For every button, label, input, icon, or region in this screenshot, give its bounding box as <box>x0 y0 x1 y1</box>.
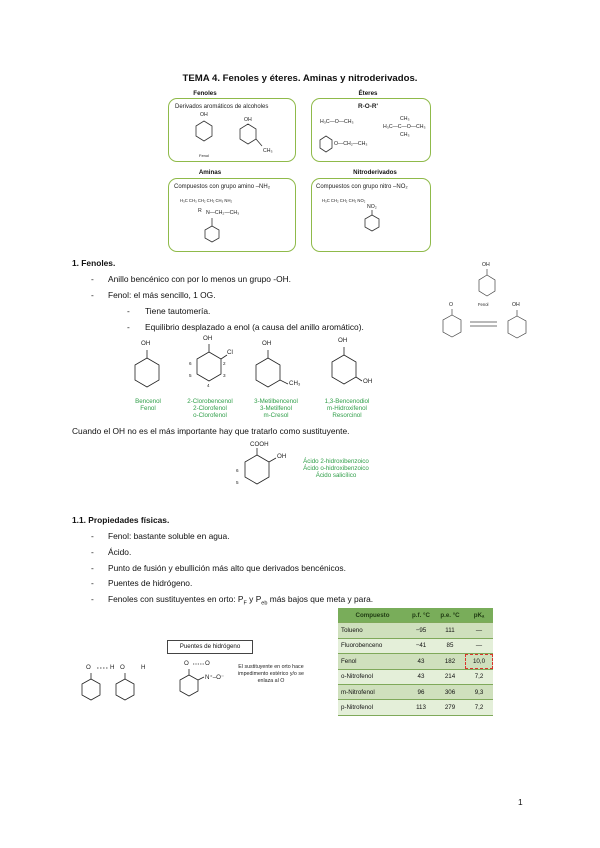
cresol-oh-label: OH <box>244 117 252 123</box>
salicylic-name-1: Ácido 2-hidroxibenzoico <box>303 458 369 465</box>
name-clorofenol-3: o-Clorofenol <box>193 412 227 419</box>
cell-pe: 214 <box>435 669 465 684</box>
ex-num-4: 4 <box>207 383 210 388</box>
ether-tb-mid: H₃C—C—O—CH₃ <box>383 124 426 130</box>
hbond-o-3: O <box>184 660 189 667</box>
eteres-heading: Éteres <box>358 90 378 97</box>
cell-pf: 43 <box>407 669 435 684</box>
section1-heading: 1. Fenoles. <box>72 258 116 268</box>
cell-pe: 111 <box>435 623 465 638</box>
cresol-ch3-label: CH₃ <box>263 148 273 154</box>
cell-compuesto: p-Nitrofenol <box>338 700 407 715</box>
prop-orto-pre: Fenoles con sustituyentes en orto: P <box>108 594 244 604</box>
cell-compuesto: o-Nitrofenol <box>338 669 407 684</box>
subbullet-tautomeria: Tiene tautomería. <box>145 306 211 316</box>
hbond-o-2: O <box>120 664 125 671</box>
aminas-small: H₃C CH₃ CH₂ CH₂ CH₃ NH₂ <box>180 198 233 203</box>
ex-clorofenol-oh: OH <box>203 335 213 342</box>
name-fenol-1: Bencenol <box>135 398 161 405</box>
cell-pka: 9,3 <box>465 684 493 699</box>
name-fenol-2: Fenol <box>140 405 156 412</box>
taut-label: Fenol <box>478 302 489 307</box>
ether-formula: R-O-R' <box>358 103 378 110</box>
th-compuesto: Compuesto <box>338 608 407 623</box>
cell-pf: 43 <box>407 654 435 669</box>
hbond-box: Puentes de hidrógeno <box>167 640 253 654</box>
name-cresol-2: 3-Metilfenol <box>260 405 292 412</box>
ether-tb-top: CH₃ <box>400 116 410 122</box>
bullet-fenol: Fenol: el más sencillo, 1 OG. <box>108 290 216 300</box>
cell-compuesto: m-Nitrofenol <box>338 684 407 699</box>
nitro-caption: Compuestos con grupo nitro –NO₂ <box>316 184 408 190</box>
name-clorofenol-1: 2-Clorobencenol <box>187 398 233 405</box>
prop-punto-fusion: Punto de fusión y ebullición más alto que derivados bencénicos. <box>108 563 346 573</box>
prop-orto-s1: F <box>243 600 247 607</box>
table-row <box>338 669 493 684</box>
hbond-o-1: O <box>86 664 91 671</box>
name-cresol-3: m-Cresol <box>263 412 289 419</box>
salicylic-num-6: 6 <box>236 468 239 473</box>
ex-cresol-oh: OH <box>262 340 272 347</box>
hbond-note <box>238 664 304 685</box>
fenoles-heading: Fenoles <box>193 90 217 97</box>
ex-cresol-ch3: CH₃ <box>289 380 301 387</box>
hbond-note-2: impedimento estérico y/o se <box>238 671 304 677</box>
ether-example-2: O—CH₂—CH₃ <box>334 141 368 147</box>
ether-example-1: H₃C—O—CH₃ <box>320 119 354 125</box>
prop-orto-s2: eb <box>261 600 268 607</box>
hbond-no2: N⁺–O⁻ <box>205 674 225 681</box>
salicylic-oh: OH <box>277 453 287 460</box>
salicylic-num-5: 5 <box>236 480 239 485</box>
fenol-sub-label: Fenol <box>199 153 210 158</box>
prop-orto-post: más bajos que meta y para. <box>267 594 374 604</box>
cell-compuesto: Fluorobenceno <box>338 638 407 653</box>
table-row <box>338 638 493 653</box>
name-cresol-1: 3-Metilbencenol <box>254 398 298 405</box>
prop-acido: Ácido. <box>108 547 132 557</box>
name-resorcinol-2: m-Hidroxifenol <box>327 405 367 412</box>
ex-num-5: 5 <box>189 373 192 378</box>
name-resorcinol-3: Resorcinol <box>332 412 362 419</box>
cell-pe: 85 <box>435 638 465 653</box>
table-row <box>338 700 493 715</box>
taut-oh-right: OH <box>512 302 520 308</box>
nitro-heading: Nitroderivados <box>353 169 397 176</box>
ex-clorofenol-cl: Cl <box>227 349 233 356</box>
cell-compuesto: Tolueno <box>338 623 407 638</box>
nitro-no2-label: NO₂ <box>367 204 377 210</box>
ex-num-3: 3 <box>223 373 226 378</box>
properties-table <box>338 608 493 716</box>
cell-pka: 7,2 <box>465 669 493 684</box>
hbond-h-2: H <box>141 664 146 671</box>
salicylic-cooh: COOH <box>250 441 269 448</box>
th-pka: pKₐ <box>465 608 493 623</box>
section11-heading: 1.1. Propiedades físicas. <box>72 515 170 525</box>
fenoles-caption: Derivados aromáticos de alcoholes <box>175 104 269 110</box>
hbond-h-1: H <box>110 664 115 671</box>
ether-tb-bot: CH₃ <box>400 132 410 138</box>
name-resorcinol-1: 1,3-Bencenodiol <box>324 398 370 405</box>
prop-soluble: Fenol: bastante soluble en agua. <box>108 531 230 541</box>
aminas-r: R <box>198 208 202 214</box>
th-pe: p.e. °C <box>435 608 465 623</box>
page-number: 1 <box>518 797 523 807</box>
aminas-caption: Compuestos con grupo amino –NH₂ <box>174 184 271 190</box>
table-header-row <box>338 608 493 623</box>
salicylic-name-2: Ácido o-hidroxibenzoico <box>303 465 369 472</box>
taut-o: O <box>449 302 454 308</box>
aminas-chain: N—CH₂—CH₃ <box>206 210 240 216</box>
aminas-heading: Aminas <box>198 169 222 176</box>
cell-pka: — <box>465 638 493 653</box>
hbond-note-1: El sustituyente en orto hace <box>238 664 304 670</box>
cell-pf: 96 <box>407 684 435 699</box>
taut-oh-top: OH <box>482 262 490 268</box>
cell-pf: −95 <box>407 623 435 638</box>
salicylic-name-3: Ácido salicílico <box>315 472 357 479</box>
page-title: TEMA 4. Fenoles y éteres. Aminas y nitroderivados. <box>182 73 418 84</box>
cell-pka-highlight: 10,0 <box>465 654 493 669</box>
fenol-oh-label: OH <box>200 112 208 118</box>
cell-pe: 182 <box>435 654 465 669</box>
hbond-o-4: O <box>205 660 210 667</box>
ex-num-2: 2 <box>223 361 226 366</box>
cell-pf: 113 <box>407 700 435 715</box>
cell-pe: 279 <box>435 700 465 715</box>
cell-pe: 306 <box>435 684 465 699</box>
th-pf: p.f. °C <box>407 608 435 623</box>
nitro-small: H₃C CH₂ CH₂ CH₂ NO₂ <box>322 198 366 203</box>
table-row <box>338 623 493 638</box>
table-row <box>338 654 493 669</box>
hbond-note-3: enlaza al O <box>257 678 285 684</box>
ex-resorcinol-oh1: OH <box>338 337 348 344</box>
ex-fenol-oh: OH <box>141 340 151 347</box>
prop-puentes: Puentes de hidrógeno. <box>108 578 193 588</box>
substituent-note: Cuando el OH no es el más importante hay que tratarlo como sustituyente. <box>72 426 350 436</box>
ex-num-6: 6 <box>189 361 192 366</box>
prop-orto-mid: y P <box>246 594 262 604</box>
cell-pf: −41 <box>407 638 435 653</box>
cell-compuesto: Fenol <box>338 654 407 669</box>
ex-resorcinol-oh2: OH <box>363 378 373 385</box>
bullet-anillo: Anillo bencénico con por lo menos un grupo -OH. <box>108 274 291 284</box>
cell-pka: — <box>465 623 493 638</box>
subbullet-equilibrio: Equilibrio desplazado a enol (a causa del anillo aromático). <box>145 322 364 332</box>
name-clorofenol-2: 2-Clorofenol <box>193 405 227 412</box>
table-row <box>338 684 493 699</box>
cell-pka: 7,2 <box>465 700 493 715</box>
